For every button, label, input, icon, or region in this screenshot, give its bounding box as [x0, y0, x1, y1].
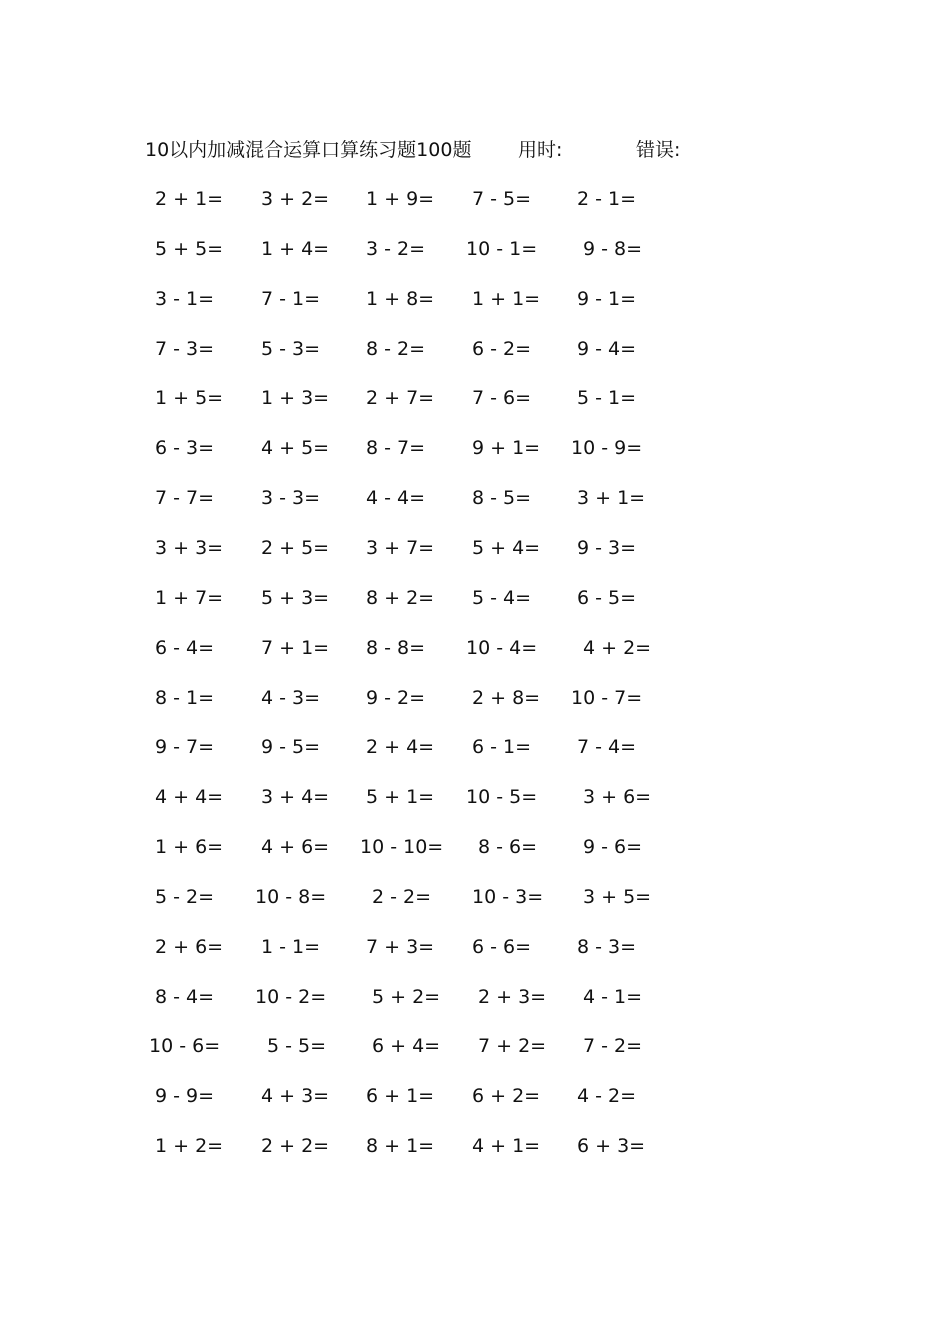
- problem-item: 4 - 3=: [261, 687, 321, 709]
- problem-item: 5 - 4=: [472, 587, 532, 609]
- problem-item: 9 + 1=: [472, 437, 541, 459]
- problem-item: 5 + 4=: [472, 537, 541, 559]
- problem-item: 2 - 1=: [577, 188, 637, 210]
- problem-item: 7 - 6=: [472, 387, 532, 409]
- problem-item: 1 + 4=: [261, 238, 330, 260]
- problem-item: 9 - 3=: [577, 537, 637, 559]
- problem-item: 6 + 2=: [472, 1085, 541, 1107]
- problem-item: 8 - 3=: [577, 936, 637, 958]
- problem-item: 8 + 1=: [366, 1135, 435, 1157]
- problem-item: 5 + 3=: [261, 587, 330, 609]
- problem-item: 6 + 1=: [366, 1085, 435, 1107]
- problem-item: 1 + 9=: [366, 188, 435, 210]
- problem-item: 10 - 3=: [472, 886, 544, 908]
- problem-item: 2 + 6=: [155, 936, 224, 958]
- problem-item: 3 + 5=: [583, 886, 652, 908]
- problem-item: 4 - 4=: [366, 487, 426, 509]
- problem-item: 1 - 1=: [261, 936, 321, 958]
- problem-item: 10 - 8=: [255, 886, 327, 908]
- problem-item: 10 - 6=: [149, 1035, 221, 1057]
- problem-item: 8 - 7=: [366, 437, 426, 459]
- worksheet-title: 10以内加减混合运算口算练习题100题: [145, 139, 472, 161]
- problem-item: 7 - 3=: [155, 338, 215, 360]
- problem-item: 6 - 6=: [472, 936, 532, 958]
- problem-item: 9 - 4=: [577, 338, 637, 360]
- problem-item: 6 + 4=: [372, 1035, 441, 1057]
- problem-item: 9 - 1=: [577, 288, 637, 310]
- problem-item: 4 + 4=: [155, 786, 224, 808]
- problem-item: 2 + 5=: [261, 537, 330, 559]
- problem-item: 10 - 1=: [466, 238, 538, 260]
- problem-item: 7 - 1=: [261, 288, 321, 310]
- problem-item: 9 - 9=: [155, 1085, 215, 1107]
- problem-item: 4 - 1=: [583, 986, 643, 1008]
- problem-item: 2 + 1=: [155, 188, 224, 210]
- problem-item: 3 - 3=: [261, 487, 321, 509]
- problem-item: 7 + 1=: [261, 637, 330, 659]
- problem-item: 10 - 2=: [255, 986, 327, 1008]
- problem-item: 5 + 5=: [155, 238, 224, 260]
- problem-item: 1 + 2=: [155, 1135, 224, 1157]
- problem-item: 4 + 3=: [261, 1085, 330, 1107]
- problem-item: 9 - 2=: [366, 687, 426, 709]
- problem-item: 7 - 5=: [472, 188, 532, 210]
- problem-item: 8 - 1=: [155, 687, 215, 709]
- problem-item: 7 - 7=: [155, 487, 215, 509]
- problem-item: 2 + 7=: [366, 387, 435, 409]
- problem-item: 9 - 8=: [583, 238, 643, 260]
- problem-item: 1 + 3=: [261, 387, 330, 409]
- problem-item: 9 - 7=: [155, 736, 215, 758]
- problem-item: 6 - 3=: [155, 437, 215, 459]
- problem-item: 7 - 2=: [583, 1035, 643, 1057]
- problem-item: 10 - 4=: [466, 637, 538, 659]
- problem-item: 6 + 3=: [577, 1135, 646, 1157]
- problem-item: 5 + 1=: [366, 786, 435, 808]
- problem-item: 3 + 7=: [366, 537, 435, 559]
- problem-item: 2 + 2=: [261, 1135, 330, 1157]
- problem-item: 4 - 2=: [577, 1085, 637, 1107]
- problem-item: 8 - 4=: [155, 986, 215, 1008]
- problem-item: 2 + 4=: [366, 736, 435, 758]
- problem-item: 4 + 6=: [261, 836, 330, 858]
- problem-item: 8 - 6=: [478, 836, 538, 858]
- problem-item: 3 - 1=: [155, 288, 215, 310]
- problem-item: 8 - 5=: [472, 487, 532, 509]
- problem-item: 10 - 7=: [571, 687, 643, 709]
- problem-item: 6 - 1=: [472, 736, 532, 758]
- problem-item: 5 + 2=: [372, 986, 441, 1008]
- problem-item: 5 - 3=: [261, 338, 321, 360]
- problem-item: 5 - 2=: [155, 886, 215, 908]
- problem-item: 6 - 2=: [472, 338, 532, 360]
- problem-item: 2 + 8=: [472, 687, 541, 709]
- problem-item: 7 + 3=: [366, 936, 435, 958]
- problem-item: 2 + 3=: [478, 986, 547, 1008]
- problem-item: 1 + 8=: [366, 288, 435, 310]
- problem-item: 1 + 5=: [155, 387, 224, 409]
- time-used-label: 用时:: [518, 139, 563, 161]
- problem-item: 3 + 3=: [155, 537, 224, 559]
- problem-item: 3 + 6=: [583, 786, 652, 808]
- problem-item: 8 - 2=: [366, 338, 426, 360]
- problem-item: 9 - 5=: [261, 736, 321, 758]
- problem-item: 3 + 1=: [577, 487, 646, 509]
- problem-item: 4 + 1=: [472, 1135, 541, 1157]
- problem-item: 10 - 10=: [360, 836, 444, 858]
- problem-item: 5 - 5=: [267, 1035, 327, 1057]
- problem-item: 1 + 1=: [472, 288, 541, 310]
- problem-item: 3 + 4=: [261, 786, 330, 808]
- problem-item: 10 - 9=: [571, 437, 643, 459]
- error-count-label: 错误:: [636, 139, 681, 161]
- problem-item: 6 - 5=: [577, 587, 637, 609]
- problem-item: 1 + 7=: [155, 587, 224, 609]
- problem-item: 10 - 5=: [466, 786, 538, 808]
- problem-item: 9 - 6=: [583, 836, 643, 858]
- problem-item: 8 + 2=: [366, 587, 435, 609]
- problem-item: 8 - 8=: [366, 637, 426, 659]
- problem-item: 7 - 4=: [577, 736, 637, 758]
- problem-item: 6 - 4=: [155, 637, 215, 659]
- problem-item: 1 + 6=: [155, 836, 224, 858]
- problem-item: 3 + 2=: [261, 188, 330, 210]
- problem-item: 4 + 5=: [261, 437, 330, 459]
- problem-item: 4 + 2=: [583, 637, 652, 659]
- problem-item: 3 - 2=: [366, 238, 426, 260]
- problem-item: 5 - 1=: [577, 387, 637, 409]
- problem-item: 2 - 2=: [372, 886, 432, 908]
- problem-item: 7 + 2=: [478, 1035, 547, 1057]
